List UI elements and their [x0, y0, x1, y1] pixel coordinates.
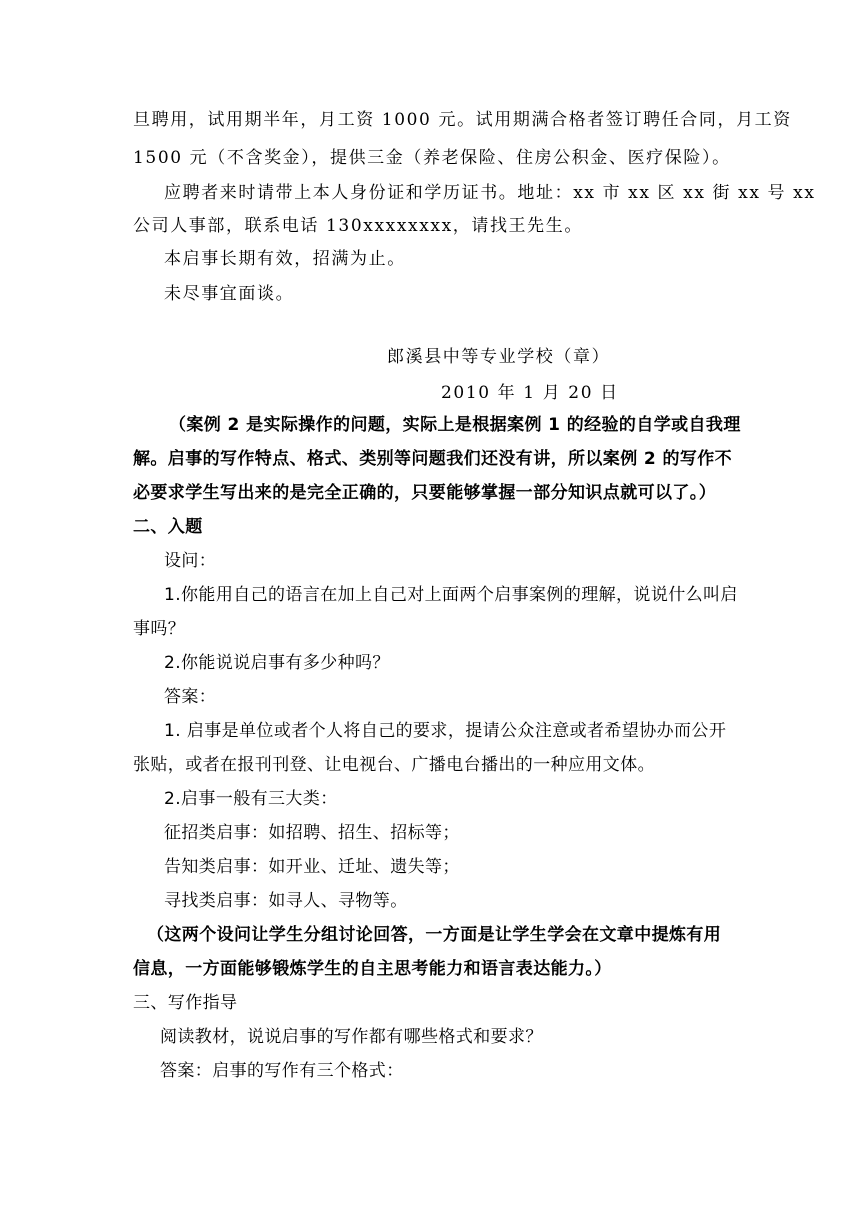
- answer-item: 寻找类启事：如寻人、寻物等。: [164, 891, 408, 911]
- question-item: 2.你能说说启事有多少种吗？: [164, 653, 390, 673]
- answer-item: 征招类启事：如招聘、招生、招标等；: [164, 823, 460, 843]
- teaching-note: 必要求学生写出来的是完全正确的，只要能够掌握一部分知识点就可以了。）: [133, 483, 717, 503]
- answer-item: 1. 启事是单位或者个人将自己的要求，提请公众注意或者希望协办而公开: [164, 721, 727, 741]
- answer-item: 告知类启事：如开业、迁址、遗失等；: [164, 857, 460, 877]
- answer-label: 答案：: [164, 687, 217, 707]
- answer-item: 张贴，或者在报刊刊登、让电视台、广播电台播出的一种应用文体。: [133, 755, 655, 775]
- question-item: 事吗？: [133, 619, 186, 639]
- notice-line: 公司人事部，联系电话 130xxxxxxxx，请找王先生。: [133, 216, 583, 236]
- notice-line: 1500 元（不含奖金），提供三金（养老保险、住房公积金、医疗保险）。: [133, 148, 731, 168]
- notice-line: 旦聘用，试用期半年，月工资 1000 元。试用期满合格者签订聘任合同，月工资: [133, 110, 792, 130]
- notice-line: 应聘者来时请带上本人身份证和学历证书。地址：xx 市 xx 区 xx 街 xx 号 xx: [164, 183, 816, 203]
- notice-signature: 郎溪县中等专业学校（章）: [387, 347, 611, 367]
- teaching-note: （案例 2 是实际操作的问题，实际上是根据案例 1 的经验的自学或自我理: [169, 415, 741, 435]
- notice-line: 未尽事宜面谈。: [164, 284, 295, 304]
- section-heading: 三、写作指导: [133, 993, 238, 1013]
- question-label: 设问：: [164, 551, 217, 571]
- answer-item: 2.启事一般有三大类：: [164, 789, 338, 809]
- notice-line: 本启事长期有效，招满为止。: [164, 249, 406, 269]
- question-item: 1.你能用自己的语言在加上自己对上面两个启事案例的理解，说说什么叫启: [164, 585, 738, 605]
- teaching-note: 信息，一方面能够锻炼学生的自主思考能力和语言表达能力。）: [133, 959, 612, 979]
- teaching-note: （这两个设问让学生分组讨论回答，一方面是让学生学会在文章中提炼有用: [147, 925, 722, 945]
- guidance-answer: 答案：启事的写作有三个格式：: [160, 1061, 404, 1081]
- notice-date: 2010 年 1 月 20 日: [441, 383, 619, 403]
- section-heading: 二、入题: [133, 517, 203, 537]
- guidance-prompt: 阅读教材，说说启事的写作都有哪些格式和要求？: [160, 1027, 543, 1047]
- teaching-note: 解。启事的写作特点、格式、类别等问题我们还没有讲，所以案例 2 的写作不: [133, 449, 733, 469]
